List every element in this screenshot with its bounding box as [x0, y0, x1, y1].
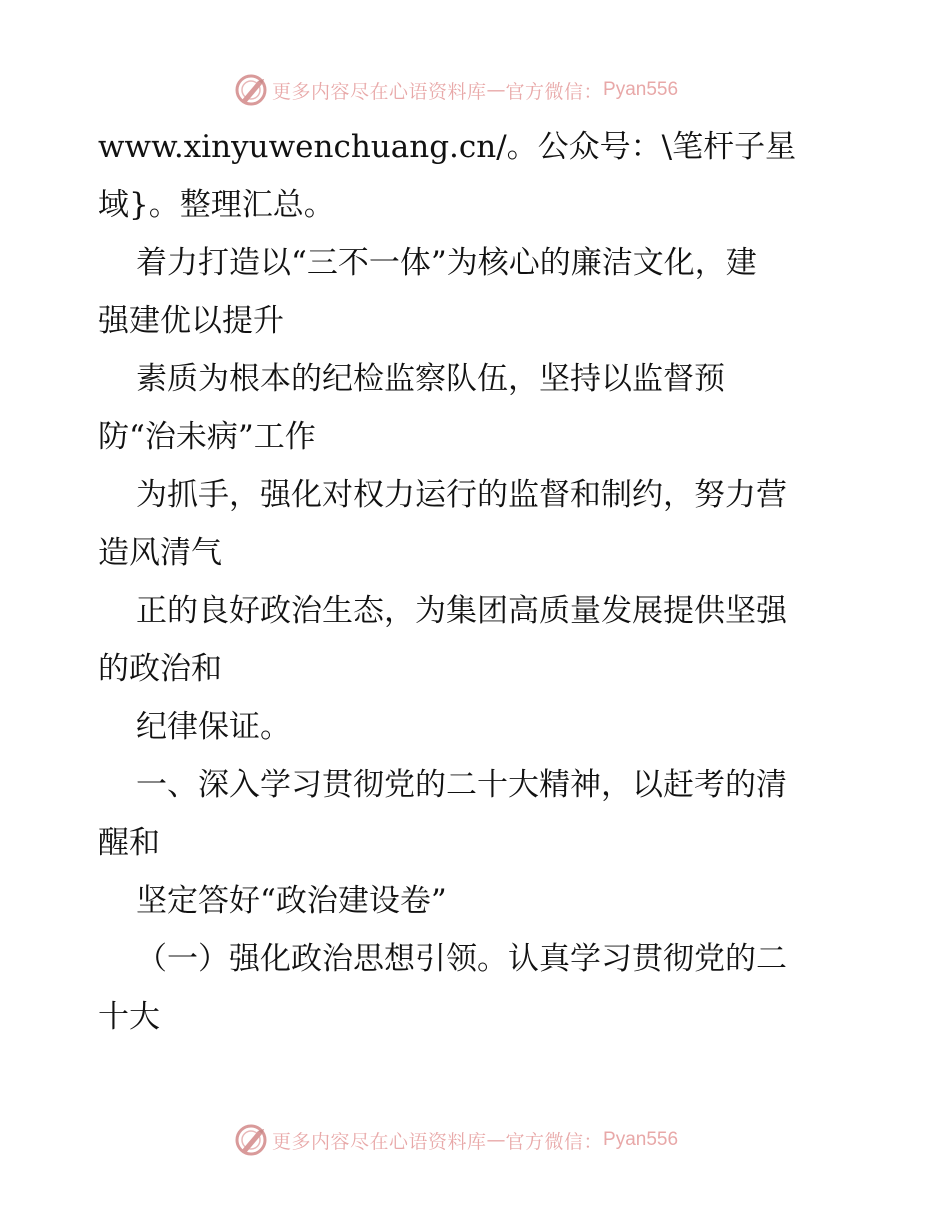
text-line: 素质为根本的纪检监察队伍，坚持以监督预 — [136, 361, 725, 397]
section-heading-line: 一、深入学习贯彻党的二十大精神，以赶考的清 — [136, 767, 787, 803]
watermark-wechat-label: 官方微信： — [505, 1130, 604, 1153]
section-heading-line: 坚定答好“政治建设卷” — [136, 883, 447, 919]
watermark-wechat-label: 官方微信： — [505, 80, 604, 103]
text-line: 十大 — [98, 999, 160, 1035]
text-line: 域}。整理汇总。 — [98, 187, 335, 223]
text-line: （一）强化政治思想引领。认真学习贯彻党的二 — [136, 941, 787, 977]
text-line: 着力打造以“三不一体”为核心的廉洁文化，建 — [136, 245, 757, 281]
text-line: 纪律保证。 — [136, 709, 291, 745]
watermark-wechat-id: Pyan556 — [603, 1129, 679, 1150]
watermark-separator: — — [486, 1129, 506, 1151]
header-watermark — [234, 72, 678, 108]
text-line: 防“治未病”工作 — [98, 419, 316, 455]
document-body — [98, 118, 858, 1046]
watermark-separator: — — [486, 79, 506, 101]
text-line: www.xinyuwenchuang.cn/。公众号：\笔杆子星 — [98, 129, 797, 165]
footer-watermark — [234, 1122, 678, 1158]
pen-logo-icon — [234, 73, 268, 107]
text-line: 为抓手，强化对权力运行的监督和制约，努力营 — [136, 477, 787, 513]
watermark-text: 更多内容尽在心语资料库 — [272, 80, 487, 103]
watermark-wechat-id: Pyan556 — [603, 79, 679, 100]
section-heading-line: 醒和 — [98, 825, 160, 861]
text-line: 正的良好政治生态，为集团高质量发展提供坚强 — [136, 593, 787, 629]
text-line: 强建优以提升 — [98, 303, 284, 339]
pen-logo-icon — [234, 1123, 268, 1157]
text-line: 造风清气 — [98, 535, 222, 571]
text-line: 的政治和 — [98, 651, 222, 687]
watermark-text: 更多内容尽在心语资料库 — [272, 1130, 487, 1153]
